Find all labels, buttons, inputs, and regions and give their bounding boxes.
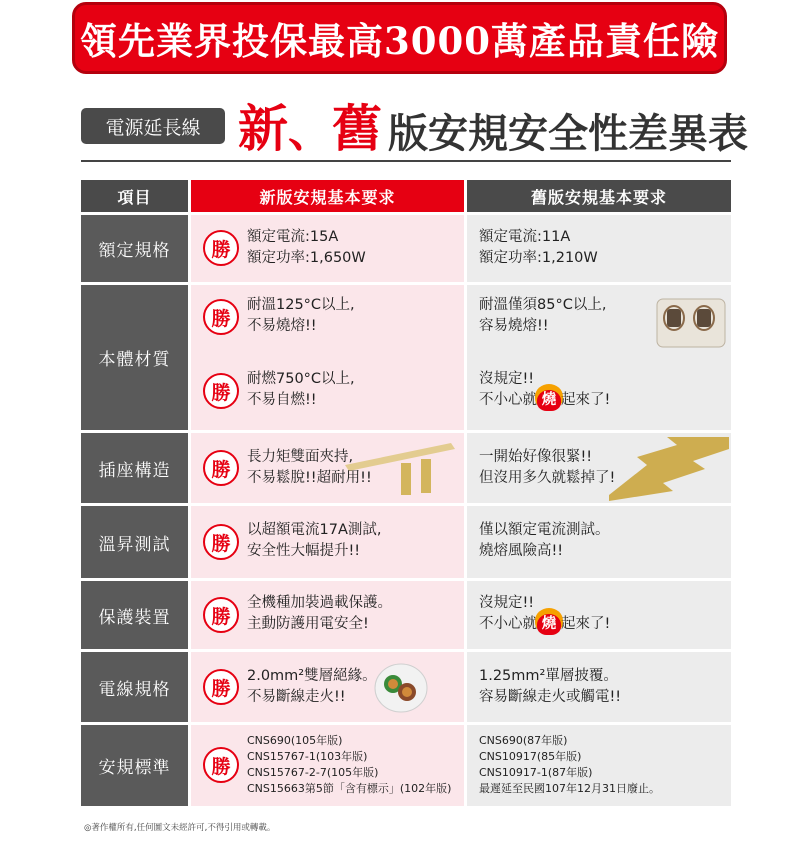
new-text-line: 安全性大幅提升!! <box>247 543 361 559</box>
category-tag: 電源延長線 <box>81 108 225 144</box>
table-row <box>81 725 731 806</box>
new-cell <box>191 215 464 282</box>
row-label: 插座構造 <box>81 433 188 503</box>
old-text-line: 最遲延至民國107年12月31日廢止。 <box>479 782 660 795</box>
table-row <box>81 652 731 722</box>
win-badge-icon: 勝 <box>203 230 239 266</box>
new-text-line: 主動防護用電安全! <box>247 616 369 632</box>
old-text-span: 不小心就 <box>479 616 537 632</box>
row-label: 安規標準 <box>81 725 188 806</box>
new-text-line: 不易斷線走火!! <box>247 689 346 705</box>
new-text-line: 全機種加裝過載保護。 <box>247 595 392 611</box>
win-badge-icon: 勝 <box>203 450 239 486</box>
comparison-table <box>81 180 731 806</box>
title-separator: 、 <box>288 106 332 157</box>
old-cell <box>467 215 731 282</box>
new-text-line: 額定電流:15A <box>247 229 339 245</box>
page-title <box>238 94 748 158</box>
column-header-new: 新版安規基本要求 <box>191 180 464 212</box>
melted-socket-icon <box>651 291 729 353</box>
row-label: 溫昇測試 <box>81 506 188 578</box>
old-cell <box>467 725 731 806</box>
new-text-line: 不易鬆脫!!超耐用!! <box>247 470 372 486</box>
new-text-line: 不易自燃!! <box>247 392 317 408</box>
column-header-old: 舊版安規基本要求 <box>467 180 731 212</box>
new-text-line: 長力矩雙面夾持, <box>247 449 354 465</box>
old-text-line: 一開始好像很緊!! <box>479 449 593 465</box>
win-badge-icon: 勝 <box>203 747 239 783</box>
old-text-line: 容易燒熔!! <box>479 318 549 334</box>
old-text-line: 容易斷線走火或觸電!! <box>479 689 622 705</box>
old-text-line: 額定功率:1,210W <box>479 250 598 266</box>
old-cell <box>467 433 731 503</box>
table-row <box>81 285 731 430</box>
old-text-span: 起來了! <box>561 616 611 632</box>
new-text-line: 以超額電流17A測試, <box>247 522 382 538</box>
old-text-line: 僅以額定電流測試。 <box>479 522 610 538</box>
title-old: 舊 <box>332 100 382 158</box>
old-text-span: 不小心就 <box>479 392 537 408</box>
promo-banner <box>72 2 727 74</box>
new-text-line: CNS15767-1(103年版) <box>247 750 368 763</box>
flame-icon: 燒 <box>537 614 561 635</box>
new-text-line: CNS690(105年版) <box>247 734 343 747</box>
new-text-line <box>247 295 355 316</box>
old-text-line: CNS10917-1(87年版) <box>479 766 593 779</box>
title-new: 新 <box>238 100 288 158</box>
new-cell <box>191 652 464 722</box>
old-text-line <box>479 390 610 411</box>
new-text-line: 不易燒熔!! <box>247 318 317 334</box>
old-cell <box>467 285 731 430</box>
old-text-line: 沒規定!! <box>479 595 535 611</box>
column-header-item: 項目 <box>81 180 188 212</box>
table-row <box>81 433 731 503</box>
title-rest: 版安規安全性差異表 <box>388 111 748 157</box>
loose-terminal-icon <box>607 435 731 501</box>
old-text-line: 但沒用多久就鬆掉了! <box>479 470 616 486</box>
new-cell <box>191 433 464 503</box>
table-row <box>81 581 731 649</box>
row-label: 本體材質 <box>81 285 188 430</box>
table-row <box>81 215 731 282</box>
old-text-line: 1.25mm²單層披覆。 <box>479 668 618 684</box>
new-text-line: CNS15767-2-7(105年版) <box>247 766 379 779</box>
new-text-span: 耐溫125°C以上, <box>247 297 355 313</box>
new-text-line: 2.0mm²雙層絕緣。 <box>247 668 377 684</box>
old-text-line: 額定電流:11A <box>479 229 571 245</box>
old-cell <box>467 652 731 722</box>
win-badge-icon: 勝 <box>203 669 239 705</box>
old-text-line: 耐溫僅須85°C以上, <box>479 297 607 313</box>
flame-icon: 燒 <box>537 390 561 411</box>
new-cell <box>191 725 464 806</box>
title-divider <box>81 160 731 162</box>
old-text-line: CNS10917(85年版) <box>479 750 582 763</box>
win-badge-icon: 勝 <box>203 373 239 409</box>
double-insulated-wire-icon <box>371 658 433 716</box>
copyright-notice: ◎著作權所有,任何圖文未經許可,不得引用或轉載。 <box>84 823 276 833</box>
row-label: 電線規格 <box>81 652 188 722</box>
row-label: 保護裝置 <box>81 581 188 649</box>
new-text-line: 耐燃750°C以上, <box>247 371 355 387</box>
table-row <box>81 506 731 578</box>
win-badge-icon: 勝 <box>203 524 239 560</box>
old-text-line: CNS690(87年版) <box>479 734 568 747</box>
old-text-line: 沒規定!! <box>479 371 535 387</box>
new-text-line: CNS15663第5節「含有標示」(102年版) <box>247 782 452 795</box>
new-cell <box>191 506 464 578</box>
old-cell <box>467 506 731 578</box>
win-badge-icon: 勝 <box>203 299 239 335</box>
old-text-line <box>479 614 610 635</box>
old-text-span: 起來了! <box>561 392 611 408</box>
old-text-line: 燒熔風險高!! <box>479 543 564 559</box>
new-cell <box>191 285 464 430</box>
new-cell <box>191 581 464 649</box>
promo-banner-text: 領先業界投保最高3000萬產品責任險 <box>80 19 719 63</box>
win-badge-icon: 勝 <box>203 597 239 633</box>
row-label: 額定規格 <box>81 215 188 282</box>
old-cell <box>467 581 731 649</box>
new-text-line: 額定功率:1,650W <box>247 250 366 266</box>
